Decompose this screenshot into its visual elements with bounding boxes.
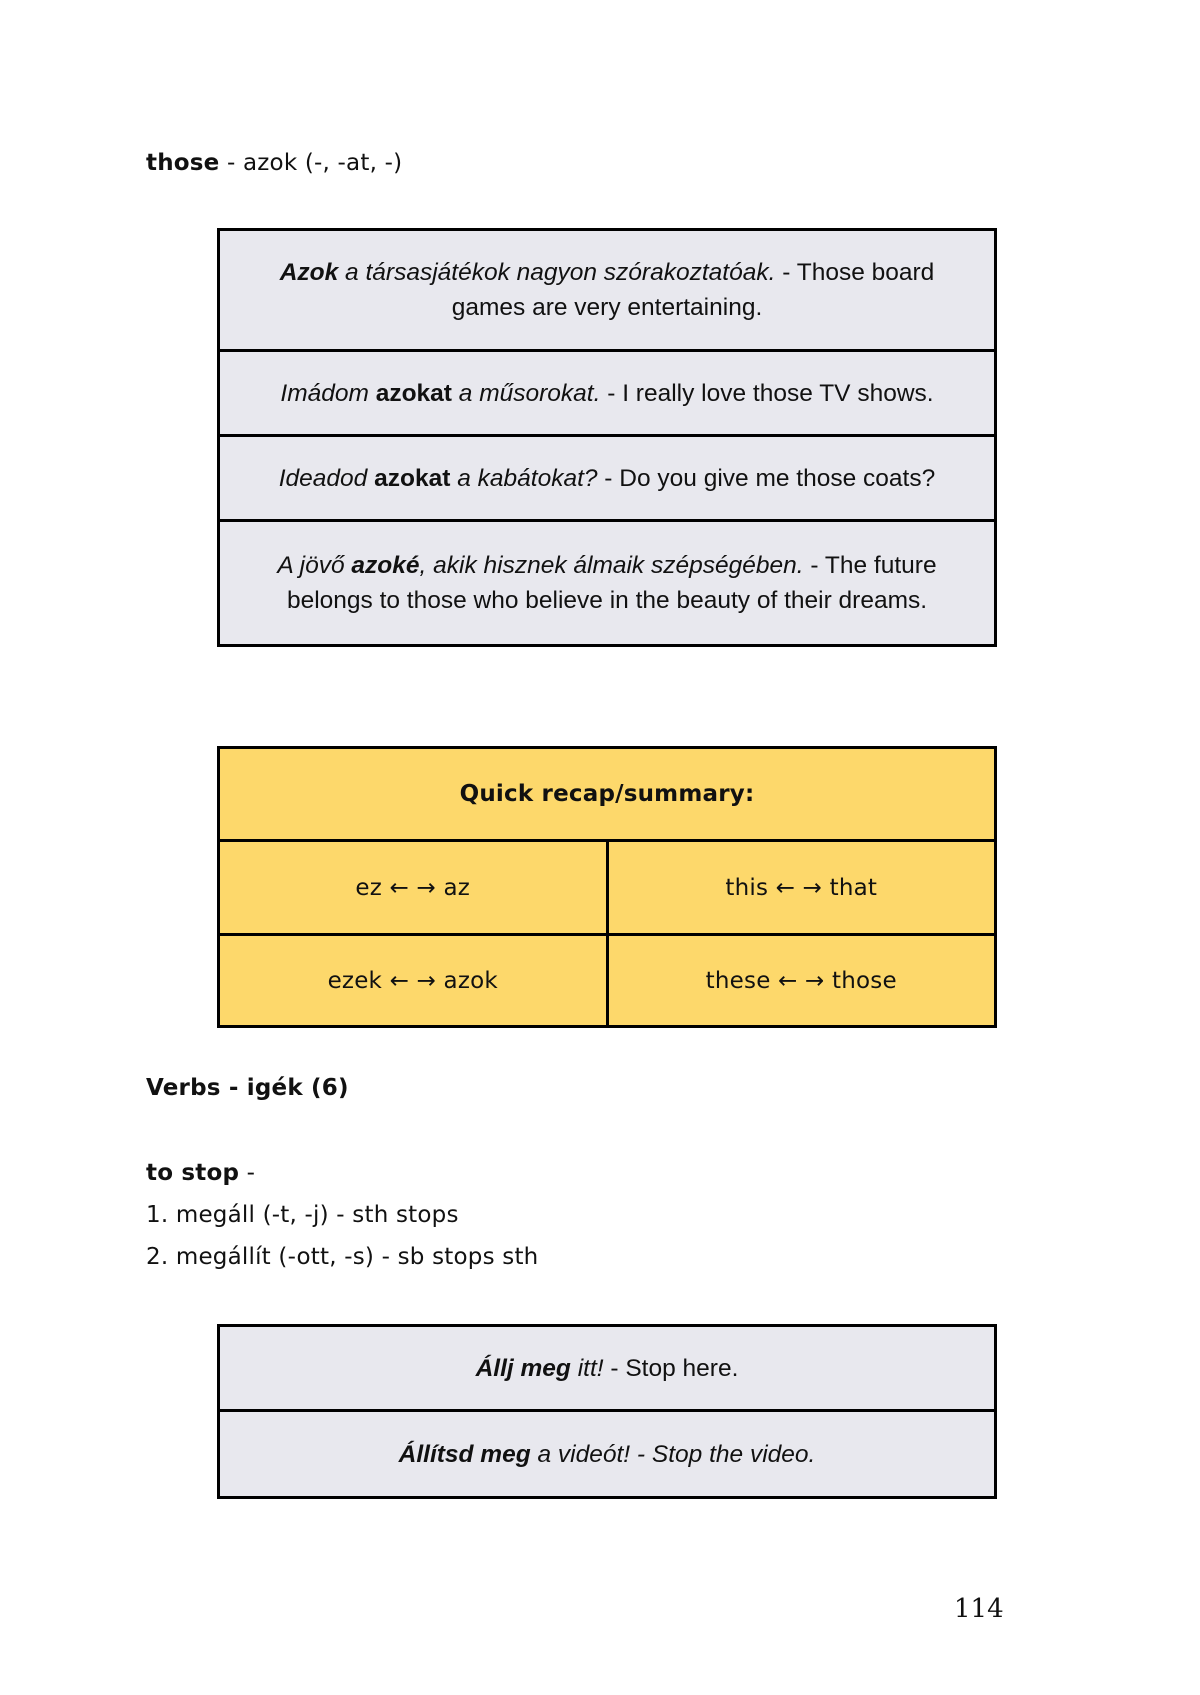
- verb-dash: -: [239, 1160, 256, 1186]
- example-hungarian: a társasjátékok nagyon szórakoztatóak.: [338, 259, 776, 286]
- example-english: - The future belongs to those who believe in the beauty of their dreams.: [286, 552, 937, 614]
- example-hungarian: itt!: [570, 1354, 604, 1382]
- vocab-forms: - azok (-, -at, -): [219, 150, 403, 176]
- recap-row: [220, 842, 994, 936]
- example-hungarian: a műsorokat.: [451, 379, 601, 407]
- examples-table: [217, 228, 997, 647]
- example-row: [220, 231, 994, 352]
- verb-label: to stop: [146, 1160, 240, 1186]
- verb-form-1: 1. megáll (-t, -j) - sth stops: [146, 1202, 459, 1228]
- recap-cell-english: these ← → those: [705, 967, 897, 994]
- stop-examples-table: [217, 1324, 997, 1499]
- example-english: - Do you give me those coats?: [597, 464, 936, 492]
- recap-cell-hungarian: ez ← → az: [220, 842, 609, 933]
- recap-cell-hungarian: ezek ← → azok: [220, 936, 609, 1025]
- example-bold: azokat: [375, 379, 452, 407]
- example-row: [220, 522, 994, 644]
- recap-table: [217, 746, 997, 1028]
- example-english: - I really love those TV shows.: [600, 379, 934, 407]
- example-bold: Állítsd meg: [398, 1440, 531, 1468]
- recap-title: Quick recap/summary:: [220, 749, 994, 842]
- example-hungarian: a kabátokat?: [450, 464, 598, 492]
- vocab-word: those: [146, 150, 220, 176]
- example-bold: azokat: [374, 464, 451, 492]
- example-bold: Állj meg: [475, 1354, 571, 1382]
- verb-heading: [146, 1160, 255, 1186]
- example-hungarian-pre: Ideadod: [278, 464, 375, 492]
- verbs-heading: Verbs - igék (6): [146, 1075, 349, 1101]
- verb-form-2: 2. megállít (-ott, -s) - sb stops sth: [146, 1244, 539, 1270]
- example-english: - Stop here.: [603, 1354, 739, 1382]
- example-row: [220, 1327, 994, 1412]
- example-bold: azoké: [351, 552, 420, 579]
- example-hungarian: a videót! - Stop the video.: [530, 1440, 816, 1468]
- recap-cell-english: this ← → that: [725, 874, 878, 901]
- example-row: [220, 352, 994, 437]
- recap-row: [220, 936, 994, 1025]
- vocab-heading: [146, 150, 402, 176]
- example-english: - Those board games are very entertaining.: [451, 259, 935, 321]
- example-hungarian: , akik hisznek álmaik szépségében.: [419, 552, 804, 579]
- example-hungarian-pre: Imádom: [280, 379, 376, 407]
- example-row: [220, 437, 994, 522]
- example-hungarian-pre: A jövő: [277, 552, 352, 579]
- example-bold: Azok: [279, 259, 339, 286]
- page-number: 114: [954, 1594, 1004, 1624]
- example-row: [220, 1412, 994, 1496]
